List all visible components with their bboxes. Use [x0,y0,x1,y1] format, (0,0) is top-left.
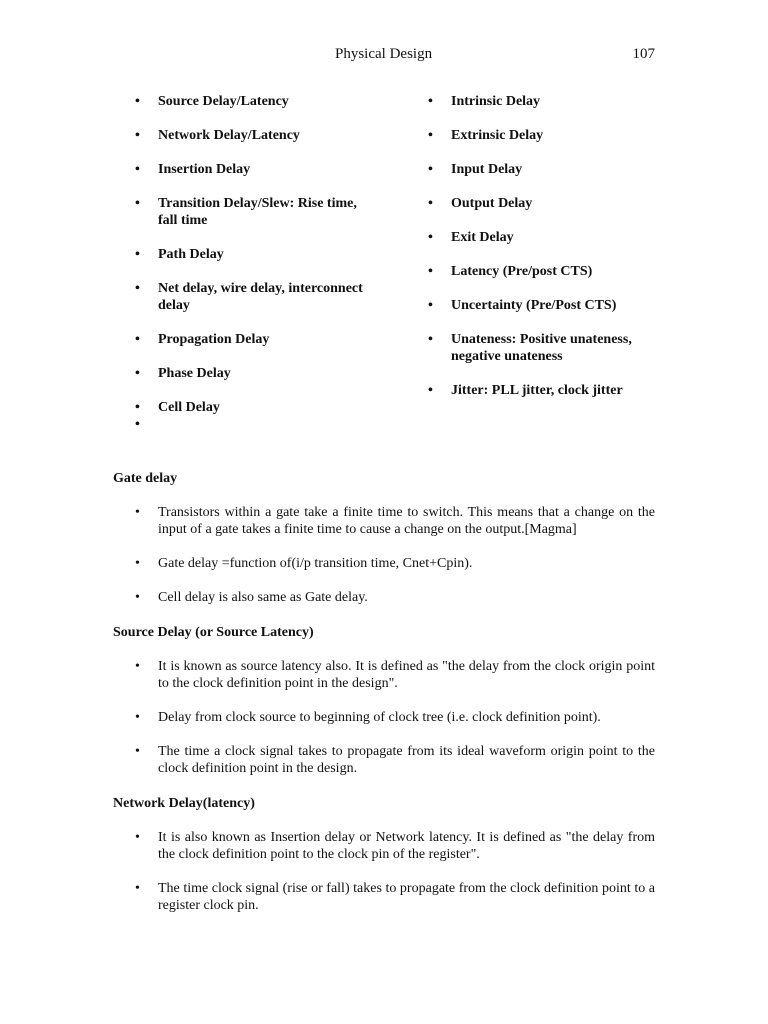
list-item: • Delay from clock source to beginning of clock tree (i.e. clock definition point). [135,710,601,725]
page-number: 107 [632,46,655,62]
term-item: • Unateness: Positive unateness, negative unateness [428,332,632,364]
bullet-icon: • [135,400,140,415]
list-item: • It is known as source latency also. It is defined as "the delay from the clock origin point to the clock definition point in the design". [135,659,655,691]
term-list-left [135,93,375,433]
bullet-icon: • [428,94,433,109]
section-list-source-delay [135,658,655,794]
term-item: • Uncertainty (Pre/Post CTS) [428,298,617,313]
bullet-icon: • [428,383,433,398]
bullet-icon: • [428,264,433,279]
bullet-icon: • [135,505,140,520]
term-item: • Insertion Delay [135,162,251,177]
term-item: • Input Delay [428,162,523,177]
term-item: • Exit Delay [428,230,514,245]
bullet-icon: • [428,298,433,313]
bullet-icon: • [135,281,140,296]
bullet-icon: • [135,744,140,759]
bullet-icon: • [135,417,140,432]
running-title: Physical Design [335,46,433,62]
bullet-icon: • [428,332,433,347]
term-item: • Path Delay [135,247,224,262]
term-item: • Latency (Pre/post CTS) [428,264,593,279]
section-heading-gate-delay: Gate delay [113,471,178,486]
bullet-icon: • [428,196,433,211]
term-item: • Intrinsic Delay [428,94,541,109]
section-heading-source-delay: Source Delay (or Source Latency) [113,625,314,640]
term-list-right [428,93,668,416]
bullet-icon: • [135,881,140,896]
bullet-icon: • [135,366,140,381]
term-item: • Net delay, wire delay, interconnect delay [135,281,363,313]
list-item: • Transistors within a gate take a finite time to switch. This means that a change on the input of a gate takes a finite time to cause a change on the output.[Magma] [135,505,655,537]
section-heading-network-delay: Network Delay(latency) [113,796,255,811]
term-item: • Extrinsic Delay [428,128,544,143]
term-item: • Output Delay [428,196,533,211]
term-item: • Network Delay/Latency [135,128,300,143]
bullet-icon: • [135,332,140,347]
term-item-empty [135,416,375,433]
bullet-icon: • [135,128,140,143]
term-item: • Jitter: PLL jitter, clock jitter [428,383,623,398]
bullet-icon: • [135,247,140,262]
bullet-icon: • [135,710,140,725]
bullet-icon: • [428,162,433,177]
section-list-gate-delay [135,504,655,623]
list-item: • Cell delay is also same as Gate delay. [135,590,368,605]
list-item: • The time a clock signal takes to propagate from its ideal waveform origin point to the clock definition point in the design. [135,744,655,776]
bullet-icon: • [135,659,140,674]
bullet-icon: • [135,196,140,211]
list-item: • Gate delay =function of(i/p transition time, Cnet+Cpin). [135,556,473,571]
bullet-icon: • [135,556,140,571]
section-list-network-delay [135,829,655,931]
bullet-icon: • [428,230,433,245]
list-item: • The time clock signal (rise or fall) takes to propagate from the clock definition point to a register clock pin. [135,881,655,913]
term-item: • Cell Delay [135,400,220,415]
bullet-icon: • [135,830,140,845]
term-item: • Source Delay/Latency [135,94,289,109]
bullet-icon: • [135,590,140,605]
bullet-icon: • [135,94,140,109]
term-item: • Transition Delay/Slew: Rise time, fall time [135,196,357,228]
bullet-icon: • [135,162,140,177]
bullet-icon: • [428,128,433,143]
term-item: • Phase Delay [135,366,231,381]
list-item: • It is also known as Insertion delay or Network latency. It is defined as "the delay from the clock definition point to the clock pin of the register". [135,830,655,862]
term-item: • Propagation Delay [135,332,270,347]
